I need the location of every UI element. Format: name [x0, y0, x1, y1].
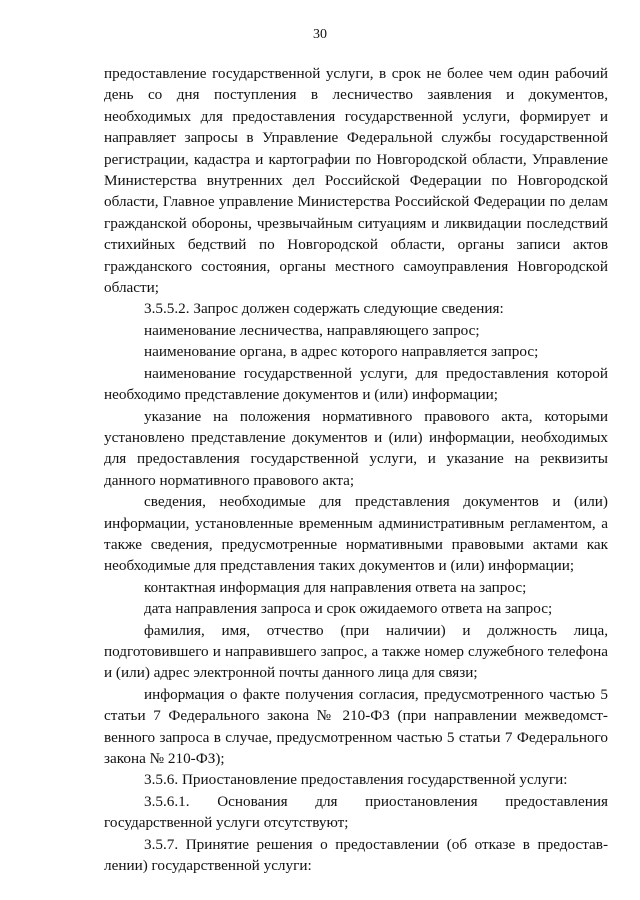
paragraph-3-5-6: 3.5.6. Приостановление предоставления государственной услуги:	[144, 771, 568, 789]
list-item-request-date: дата направления запроса и срок ожидаемого ответа на запрос;	[144, 600, 553, 618]
paragraph-3-5-6-1: 3.5.6.1. Основания для приостановления предоставления государственной услуги отсутствуют;	[104, 792, 608, 832]
list-item-authority-name: наименование органа, в адрес которого направляется запрос;	[144, 343, 539, 361]
paragraph-3-5-7: 3.5.7. Принятие решения о предоставлении (об отказе в предостав-лении) государственной услуги:	[104, 835, 608, 875]
list-item-service-name: наименование государственной услуги, для предоставления которой необходимо представление документов и (или) информации;	[104, 364, 608, 404]
page-number: 30	[313, 27, 327, 42]
list-item-required-info: сведения, необходимые для представления документов и (или) информации, установленные временным административным регламентом, а также сведения, предусмотренные нормативными правовыми актами как необходимые для представления таких документов и (или) информации;	[104, 493, 608, 575]
paragraph-3-5-5-2: 3.5.5.2. Запрос должен содержать следующие сведения:	[144, 300, 504, 318]
list-item-consent: информация о факте получения согласия, предусмотренного частью 5 статьи 7 Федерального закона № 210-ФЗ (при направлении межведомст-венного запроса в случае, предусмотренном частью 5 статьи 7 Федерального закона № 210-ФЗ);	[104, 685, 608, 767]
paragraph-continuation: предоставление государственной услуги, в срок не более чем один рабочий день со дня поступления в лесничество заявления и документов, необходимых для предоставления государственной услуги, формирует и направляет запросы в Управление Федеральной службы государственной регистрации, кадастра и картографии по Новгородской области, Управление Министерства внутренних дел Российской Федерации по Новгородской области, Главное управление Министерства Российской Федерации по делам гражданской обороны, чрезвычайным ситуациям и ликвидации последствий стихийных бедствий по Новгородской области, органы записи актов гражданского состояния, органы местного самоуправления Новгородской области;	[104, 65, 608, 297]
list-item-official: фамилия, имя, отчество (при наличии) и должность лица, подготовившего и направившего запрос, а также номер служебного телефона и (или) адрес электронной почты данного лица для связи;	[104, 621, 608, 682]
list-item-forestry-name: наименование лесничества, направляющего запрос;	[144, 321, 480, 339]
list-item-legal-act: указание на положения нормативного правового акта, которыми установлено представление документов и (или) информации, необходимых для предоставления государственной услуги, и указание на реквизиты данного нормативного правового акта;	[104, 407, 608, 489]
document-body	[104, 63, 608, 876]
list-item-contact-info: контактная информация для направления ответа на запрос;	[144, 578, 527, 596]
